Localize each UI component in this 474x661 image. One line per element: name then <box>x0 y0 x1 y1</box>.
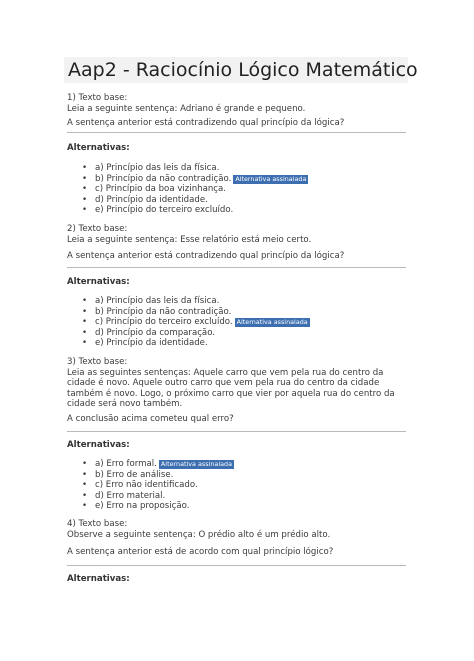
option-item <box>82 174 308 185</box>
question-text: Leia a seguinte sentença: Adriano é grande e pequeno. <box>67 103 306 114</box>
option-item <box>82 338 310 349</box>
option-item <box>82 195 308 206</box>
bullet-icon: • <box>82 459 88 469</box>
question-1-base <box>67 93 412 114</box>
question-2-prompt: A sentença anterior está contradizendo qual princípio da lógica? <box>67 251 345 261</box>
option-text: a) Princípio das leis da física. <box>95 296 220 306</box>
question-heading: 4) Texto base: <box>67 519 128 529</box>
option-item <box>82 501 234 512</box>
option-text: e) Princípio do terceiro excluído. <box>95 205 234 215</box>
option-item <box>82 307 310 318</box>
bullet-icon: • <box>82 317 88 327</box>
option-text: b) Princípio da não contradição. <box>95 306 232 317</box>
page-title: Aap2 - Raciocínio Lógico Matemático <box>68 59 418 81</box>
bullet-icon: • <box>82 501 88 511</box>
bullet-icon: • <box>82 469 88 480</box>
bullet-icon: • <box>82 338 88 348</box>
bullet-icon: • <box>82 327 88 338</box>
question-heading: 2) Texto base: <box>67 224 128 234</box>
question-4-prompt: A sentença anterior está de acordo com qual princípio lógico? <box>67 547 334 557</box>
option-item <box>82 470 234 481</box>
option-item <box>82 205 308 216</box>
option-text: e) Princípio da identidade. <box>95 338 208 348</box>
option-item <box>82 328 310 339</box>
option-item <box>82 163 308 174</box>
question-1-prompt: A sentença anterior está contradizendo qual princípio da lógica? <box>67 118 345 128</box>
question-3-base <box>67 357 412 410</box>
question-2-options <box>82 296 310 349</box>
alternatives-label: Alternativas: <box>67 277 130 287</box>
option-text: c) Erro não identificado. <box>95 480 198 490</box>
bullet-icon: • <box>82 173 88 184</box>
question-2-base <box>67 224 412 245</box>
option-text: b) Erro de análise. <box>95 469 174 480</box>
bullet-icon: • <box>82 306 88 317</box>
question-4-base <box>67 519 412 540</box>
option-text: b) Princípio da não contradição. <box>95 173 232 184</box>
question-heading: 3) Texto base: <box>67 357 128 367</box>
alternatives-label: Alternativas: <box>67 574 130 584</box>
selected-answer-badge: Alternativa assinalada <box>235 174 307 183</box>
divider <box>67 565 406 566</box>
bullet-icon: • <box>82 490 88 501</box>
option-text: d) Princípio da identidade. <box>95 194 208 205</box>
bullet-icon: • <box>82 480 88 490</box>
bullet-icon: • <box>82 194 88 205</box>
option-text: e) Erro na proposição. <box>95 501 190 511</box>
question-1-options <box>82 163 308 216</box>
option-text: a) Princípio das leis da física. <box>95 163 220 173</box>
option-text: c) Princípio do terceiro excluído. <box>95 317 233 327</box>
bullet-icon: • <box>82 296 88 306</box>
option-text: c) Princípio da boa vizinhança. <box>95 184 227 194</box>
option-text: d) Princípio da comparação. <box>95 327 216 338</box>
divider <box>67 132 406 133</box>
alternatives-label: Alternativas: <box>67 143 130 153</box>
option-item <box>82 459 234 470</box>
bullet-icon: • <box>82 205 88 215</box>
question-heading: 1) Texto base: <box>67 93 128 103</box>
option-item <box>82 317 310 328</box>
option-text: a) Erro formal. <box>95 459 157 469</box>
question-text: Leia a seguinte sentença: Esse relatório está meio certo. <box>67 234 312 245</box>
divider <box>67 267 406 268</box>
question-text: Observe a seguinte sentença: O prédio alto é um prédio alto. <box>67 529 331 540</box>
option-item <box>82 184 308 195</box>
selected-answer-badge: Alternativa assinalada <box>160 460 232 468</box>
option-item <box>82 296 310 307</box>
bullet-icon: • <box>82 163 88 173</box>
option-item <box>82 480 234 491</box>
question-3-prompt: A conclusão acima cometeu qual erro? <box>67 414 234 424</box>
alternatives-label: Alternativas: <box>67 440 130 450</box>
option-text: d) Erro material. <box>95 490 166 501</box>
question-text: Leia as seguintes sentenças: Aquele carro que vem pela rua do centro da cidade é novo. Aquele outro carro que vem pela rua do centro da cidade também é novo. Logo, o próximo carro que vier por aquela rua do centro da cidade será novo também. <box>67 367 395 409</box>
selected-answer-badge: Alternativa assinalada <box>236 318 308 326</box>
option-item <box>82 491 234 502</box>
divider <box>67 431 406 432</box>
question-3-options <box>82 459 234 512</box>
bullet-icon: • <box>82 184 88 194</box>
